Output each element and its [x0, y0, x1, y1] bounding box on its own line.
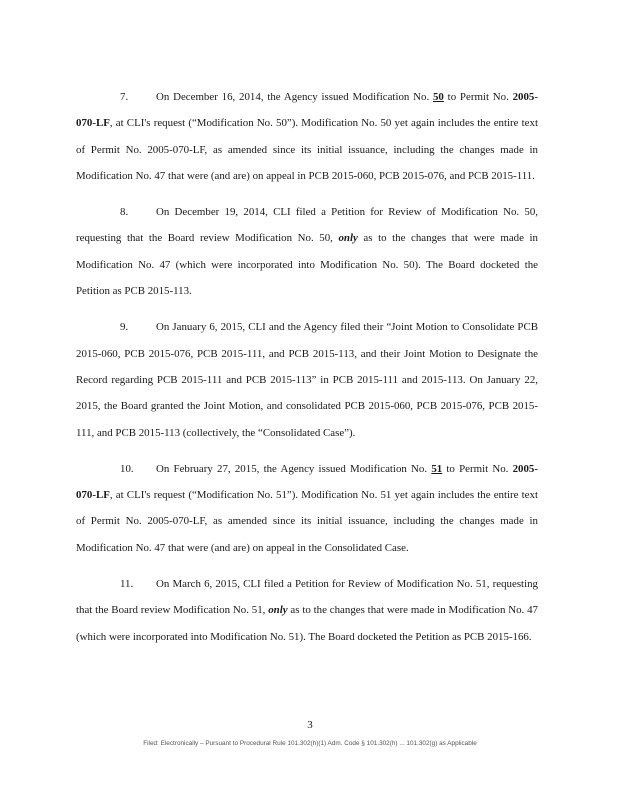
- paragraph-text-segment: only: [338, 232, 358, 245]
- paragraph-text-segment: to Permit No.: [443, 91, 513, 103]
- paragraph-text-segment: , at CLI's request (“Modification No. 51”). Modification No. 51 yet again includes the entire text of Permit No. 2005-070-LF, as amended since its initial issuance, including the changes made in Modification No. 47 that were (and are) on appeal in the Consolidated Case.: [76, 489, 538, 554]
- paragraph-text-segment: , at CLI's request (“Modification No. 50”). Modification No. 50 yet again includes the entire text of Permit No. 2005-070-LF, as amended since its initial issuance, including the changes made in Modification No. 47 that were (and are) on appeal in PCB 2015-060, PCB 2015-076, and PCB 2015-111.: [76, 117, 538, 182]
- paragraph: [76, 571, 538, 650]
- paragraph-number: 11.: [120, 578, 134, 591]
- paragraph-text-segment: On December 19, 2014, CLI filed a Petition for Review of Modification No. 50, requesting that the Board review Modification No. 50,: [76, 206, 538, 245]
- paragraph-text-segment: only: [268, 604, 288, 617]
- paragraph-number: 10.: [120, 462, 134, 475]
- paragraph-text-segment: 51: [431, 462, 443, 475]
- filing-footer: Filed: Electronically – Pursuant to Procedural Rule 101.302(h)(1) Adm. Code § 101.302(h) ... 101.302(g) as Applicable: [143, 740, 477, 747]
- paragraph-text-segment: 50: [432, 91, 444, 103]
- paragraph-number: 7.: [120, 91, 129, 103]
- paragraph-text-segment: On February 27, 2015, the Agency issued Modification No.: [156, 462, 432, 475]
- paragraph-text-segment: to Permit No.: [442, 462, 513, 475]
- paragraph: [76, 199, 538, 304]
- paragraph: [76, 456, 538, 561]
- page-number: 3: [307, 719, 313, 731]
- paragraph: [76, 84, 538, 189]
- paragraph-text-segment: 2005-070-LF: [76, 462, 538, 502]
- paragraph-number: 9.: [120, 321, 129, 334]
- body-text: [76, 84, 538, 660]
- paragraph-text-segment: 2005-070-LF: [76, 91, 539, 130]
- paragraph-text-segment: On January 6, 2015, CLI and the Agency filed their “Joint Motion to Consolidate PCB 2015-060, PCB 2015-076, PCB 2015-111, and PCB 2015-113, and their Joint Motion to Designate the Record regarding PCB 2015-111 and PCB 2015-113” in PCB 2015-111 and 2015-113. On January 22, 2015, the Board granted the Joint Motion, and consolidated PCB 2015-060, PCB 2015-076, PCB 2015-111, and PCB 2015-113 (collectively, the “Consolidated Case”).: [76, 321, 538, 439]
- paragraph: [76, 314, 538, 445]
- paragraph-text-segment: as to the changes that were made in Modification No. 47 (which were incorporated into Modification No. 51). The Board docketed the Petition as PCB 2015-166.: [76, 604, 538, 643]
- paragraph-text-segment: as to the changes that were made in Modification No. 47 (which were incorporated into Modification No. 50). The Board docketed the Petition as PCB 2015-113.: [76, 232, 538, 298]
- paragraph-text-segment: On December 16, 2014, the Agency issued Modification No.: [156, 91, 433, 103]
- paragraph-text-segment: On March 6, 2015, CLI filed a Petition for Review of Modification No. 51, requesting that the Board review Modification No. 51,: [76, 578, 538, 617]
- paragraph-number: 8.: [120, 206, 129, 219]
